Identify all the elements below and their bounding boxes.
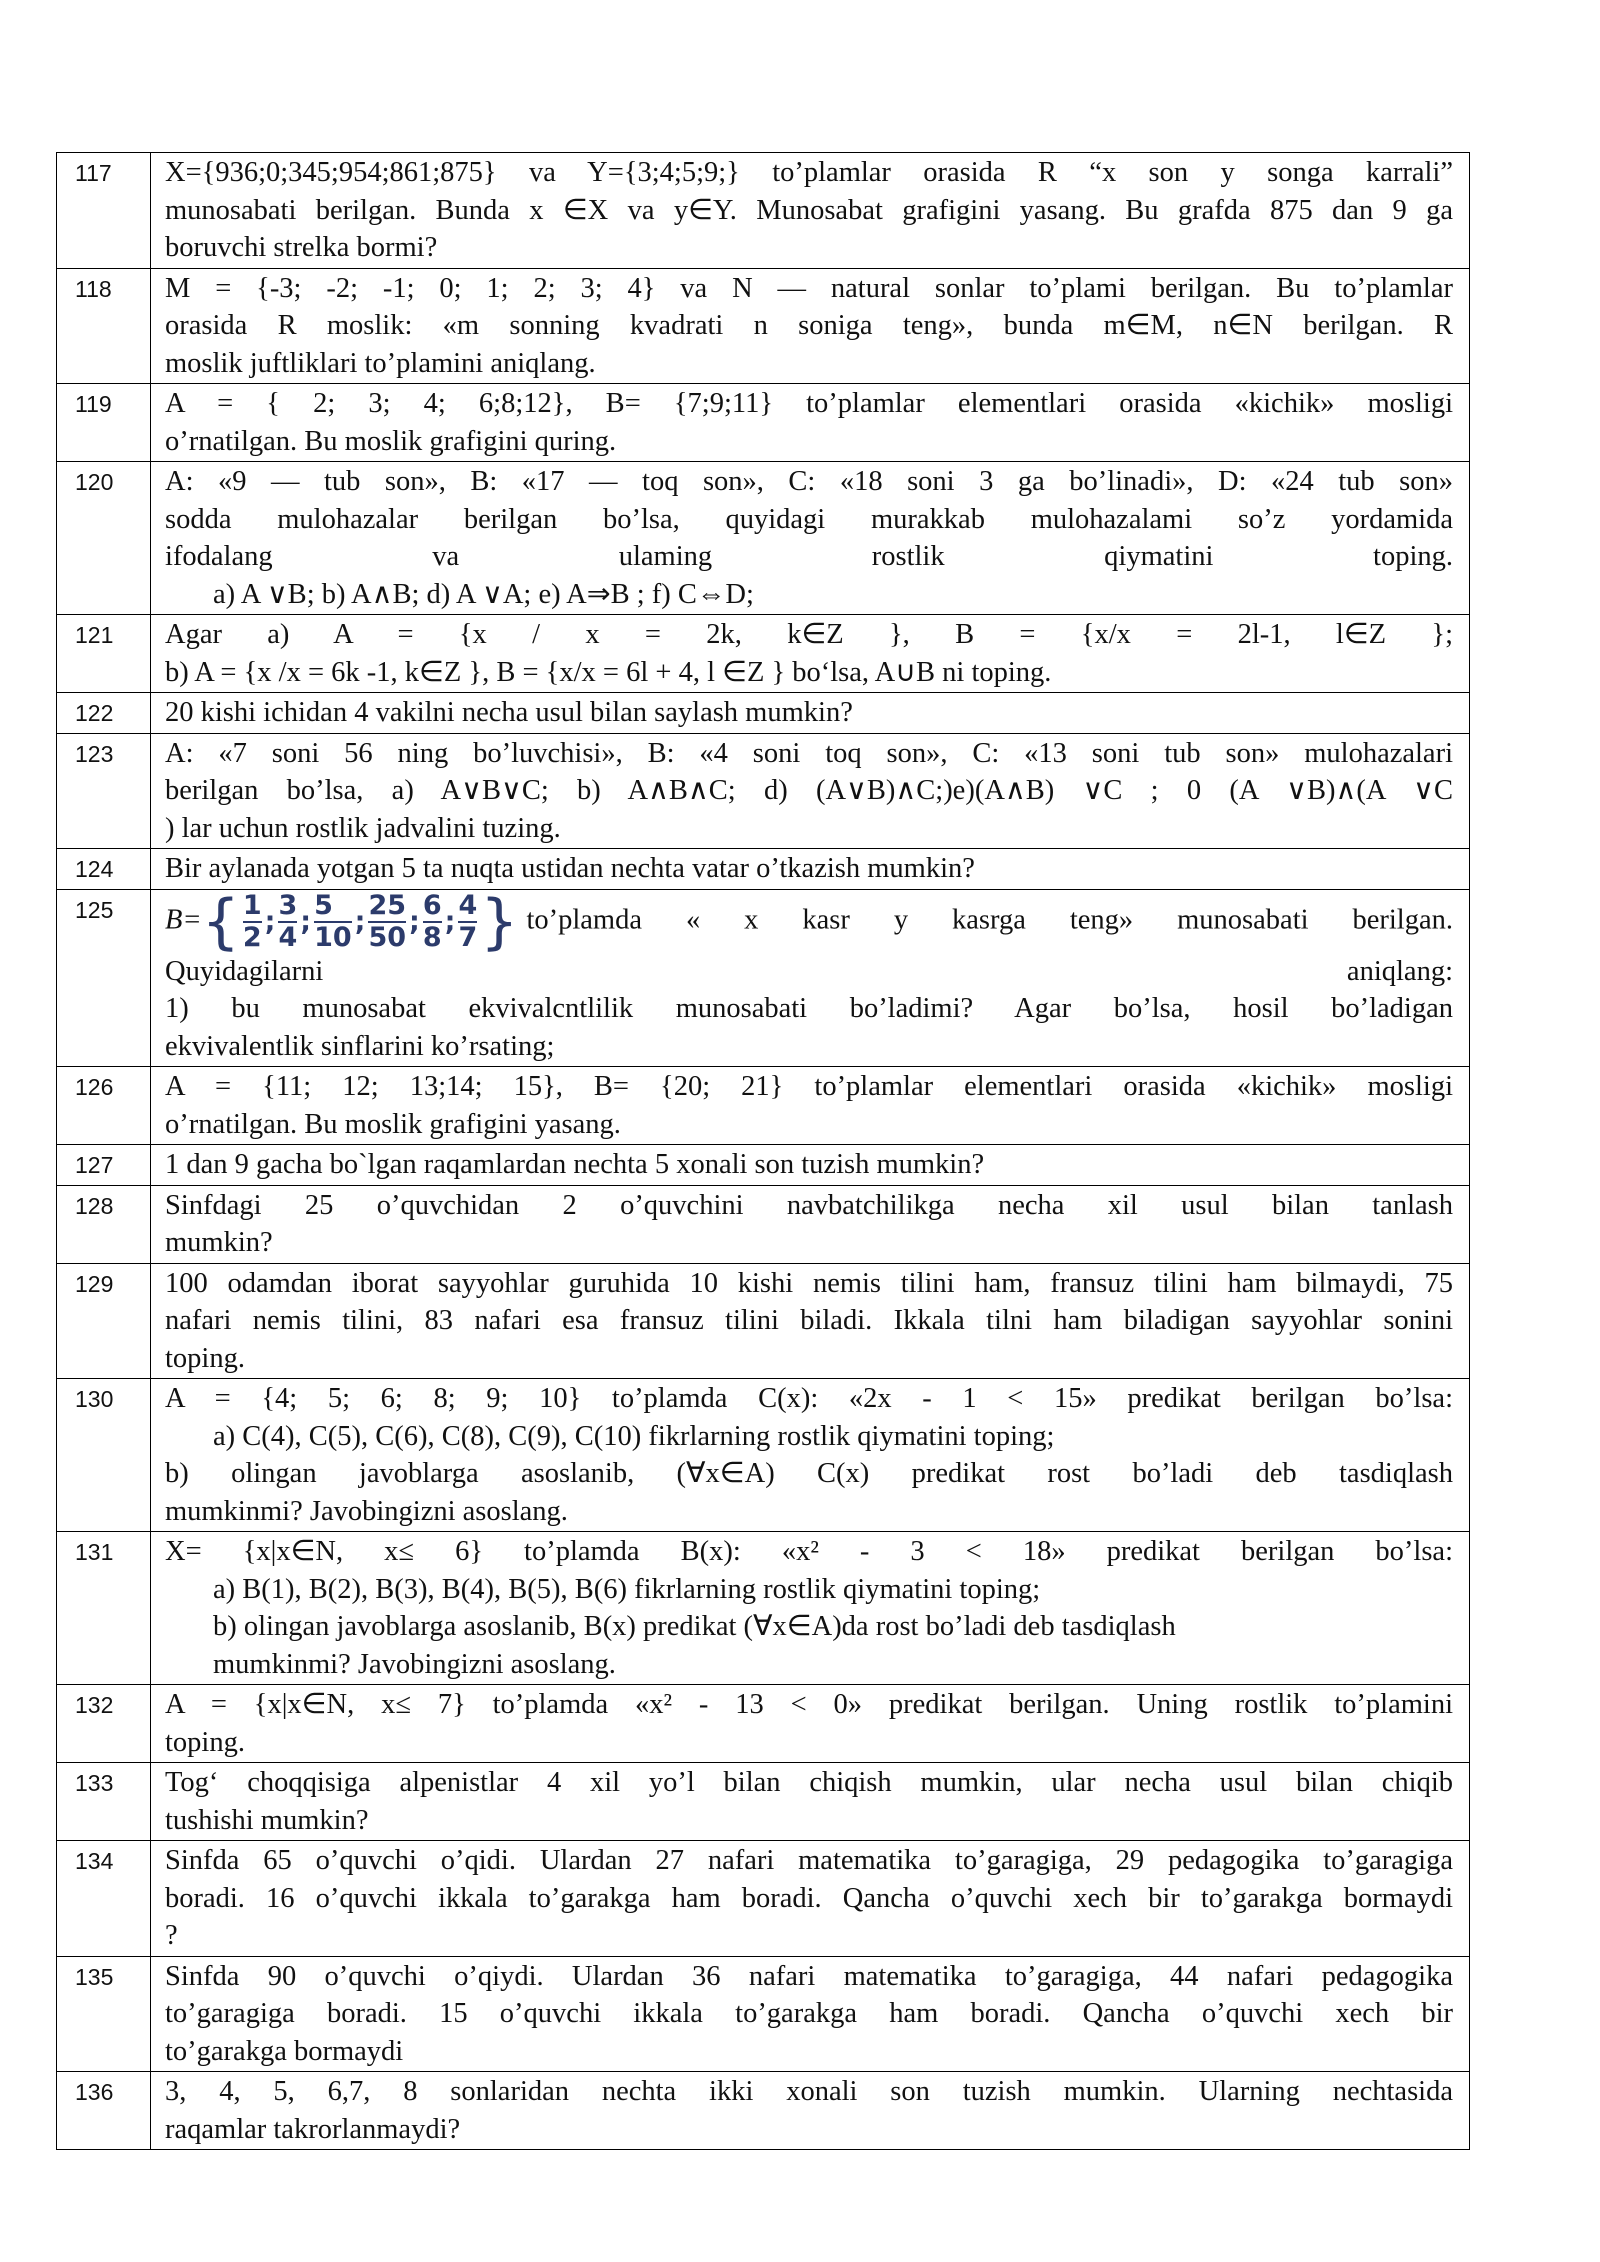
- problem-text: [151, 1956, 1470, 2072]
- problem-number: 121: [57, 615, 151, 693]
- problem-line: 3, 4, 5, 6,7, 8 sonlaridan nechta ikki xonali son tuzish mumkin. Ularning nechtasida: [165, 2076, 1453, 2107]
- problem-line: toping.: [165, 1342, 245, 1374]
- problem-row: [57, 1379, 1470, 1532]
- problem-line: boruvchi strelka bormi?: [165, 232, 438, 263]
- problem-number: 126: [57, 1067, 151, 1145]
- problem-line: 20 kishi ichidan 4 vakilni necha usul bilan saylash mumkin?: [165, 697, 853, 728]
- problem-line: A = { 2; 3; 4; 6;8;12}, B= {7;9;11} to’plamlar elementlari orasida «kichik» mosligi: [165, 388, 1453, 419]
- problem-line: ) lar uchun rostlik jadvalini tuzing.: [165, 812, 561, 844]
- fraction: [423, 891, 442, 953]
- problem-line: A = {x|x∈N, x≤ 7} to’plamda «x² - 13 < 0» predikat berilgan. Uning rostlik to’plamini: [165, 1689, 1453, 1720]
- numerator: 25: [368, 889, 407, 921]
- problems-table: [56, 152, 1470, 2150]
- problem-number: 136: [57, 2072, 151, 2150]
- problem-text: [151, 462, 1470, 615]
- problem-line: [165, 886, 1453, 957]
- problem-text: [151, 2072, 1470, 2150]
- problem-text: [151, 1185, 1470, 1263]
- problem-row: [57, 1185, 1470, 1263]
- problem-row: [57, 615, 1470, 693]
- problem-number: 124: [57, 849, 151, 890]
- problem-row: [57, 462, 1470, 615]
- problem-row: [57, 268, 1470, 384]
- problem-number: 131: [57, 1532, 151, 1685]
- fraction: [278, 891, 297, 953]
- fraction: [458, 891, 477, 953]
- brace-open: {: [201, 886, 240, 957]
- problem-row: [57, 889, 1470, 1067]
- fraction: [243, 891, 262, 953]
- problem-text: [151, 733, 1470, 849]
- problem-line: A: «7 soni 56 ning bo’luvchisi», B: «4 soni toq son», C: «13 soni tub son» mulohazalari: [165, 737, 1453, 769]
- problem-number: 133: [57, 1763, 151, 1841]
- brace-close: }: [480, 886, 519, 957]
- problem-line: 100 odamdan iborat sayyohlar guruhida 10 kishi nemis tilini ham, fransuz tilini ham bilmaydi, 75: [165, 1267, 1453, 1299]
- problem-row: [57, 849, 1470, 890]
- numerator: 3: [278, 889, 298, 921]
- problem-number: 117: [57, 153, 151, 269]
- problem-line: mumkinmi? Javobingizni asoslang.: [213, 1648, 616, 1680]
- problem-number: 130: [57, 1379, 151, 1532]
- numerator: 6: [422, 889, 442, 921]
- problem-text: [151, 1263, 1470, 1379]
- problem-text: [151, 849, 1470, 890]
- fraction: [368, 891, 406, 953]
- problem-line: boradi. 16 o’quvchi ikkala to’garakga ham boradi. Qancha o’quvchi xech bir to’garakga bormaydi: [165, 1882, 1453, 1914]
- problem-text: [151, 615, 1470, 693]
- problem-line: a) B(1), B(2), B(3), B(4), B(5), B(6) fikrlarning rostlik qiymatini toping;: [213, 1573, 1041, 1605]
- problem-line: X={936;0;345;954;861;875} va Y={3;4;5;9;} to’plamlar orasida R “x son y songa karrali”: [165, 157, 1453, 188]
- problem-line: sodda mulohazalar berilgan bo’lsa, quyidagi murakkab mulohazalami so’z yordamida: [165, 503, 1453, 535]
- problem-row: [57, 2072, 1470, 2150]
- problem-line: a) A ∨B; b) A∧B; d) A ∨A; e) A⇒B ; f) C⇔D;: [213, 578, 754, 610]
- denominator: 8: [422, 921, 442, 953]
- denominator: 50: [368, 921, 407, 953]
- numerator: 5: [314, 889, 333, 921]
- problem-row: [57, 1685, 1470, 1763]
- problem-row: [57, 1145, 1470, 1186]
- problem-row: [57, 1532, 1470, 1685]
- problem-text: [151, 384, 1470, 462]
- problem-line: Quyidagilarni aniqlang:: [165, 955, 1453, 987]
- separator: ;: [264, 905, 276, 937]
- problem-row: [57, 153, 1470, 269]
- problem-row: [57, 1956, 1470, 2072]
- problem-line: moslik juftliklari to’plamini aniqlang.: [165, 347, 596, 379]
- set-label: B=: [165, 904, 202, 936]
- problem-line: 1) bu munosabat ekvivalcntlilik munosabati bo’ladimi? Agar bo’lsa, hosil bo’ladigan: [165, 993, 1453, 1024]
- problem-text: [151, 693, 1470, 734]
- problem-line: b) olingan javoblarga asoslanib, B(x) predikat (∀x∈A)da rost bo’ladi deb tasdiqlash: [213, 1611, 1176, 1642]
- problem-line: nafari nemis tilini, 83 nafari esa fransuz tilini biladi. Ikkala tilni ham biladigan sayyohlar sonini: [165, 1305, 1453, 1336]
- problem-text: [151, 1379, 1470, 1532]
- denominator: 4: [278, 921, 298, 953]
- problem-line: mumkinmi? Javobingizni asoslang.: [165, 1495, 568, 1527]
- problem-number: 119: [57, 384, 151, 462]
- problem-line: ekvivalentlik sinflarini ko’rsating;: [165, 1030, 555, 1062]
- problem-row: [57, 1841, 1470, 1957]
- problem-row: [57, 1263, 1470, 1379]
- problem-text: [151, 153, 1470, 269]
- separator: ;: [409, 905, 420, 937]
- problem-line-text: to’plamda « x kasr y kasrga teng» munosabati berilgan.: [526, 904, 1453, 936]
- problem-line: Tog‘ choqqisiga alpenistlar 4 xil yo’l bilan chiqish mumkin, ular necha usul bilan chiqib: [165, 1767, 1453, 1798]
- fraction-set: [201, 886, 519, 957]
- problem-number: 123: [57, 733, 151, 849]
- problem-line: to’garakga bormaydi: [165, 2035, 404, 2067]
- problem-row: [57, 733, 1470, 849]
- separator: ;: [444, 905, 456, 937]
- problem-text: [151, 268, 1470, 384]
- problem-line: ifodalang va ulaming rostlik qiymatini toping.: [165, 541, 1453, 572]
- problem-text: [151, 1685, 1470, 1763]
- problem-text: [151, 1763, 1470, 1841]
- problem-row: [57, 384, 1470, 462]
- problem-line: tushishi mumkin?: [165, 1804, 369, 1836]
- problem-line: toping.: [165, 1726, 245, 1758]
- denominator: 7: [458, 921, 478, 953]
- numerator: 4: [458, 889, 478, 921]
- problem-line: A = {4; 5; 6; 8; 9; 10} to’plamda C(x): «2x - 1 < 15» predikat berilgan bo’lsa:: [165, 1383, 1453, 1414]
- problem-line: M = {-3; -2; -1; 0; 1; 2; 3; 4} va N — natural sonlar to’plami berilgan. Bu to’plamlar: [165, 272, 1453, 304]
- problem-row: [57, 1067, 1470, 1145]
- problem-number: 132: [57, 1685, 151, 1763]
- problem-number: 122: [57, 693, 151, 734]
- problem-line: berilgan bo’lsa, a) A∨B∨C; b) A∧B∧C; d) (A∨B)∧C;)e)(A∧B) ∨C ; 0 (A ∨B)∧(A ∨C: [165, 775, 1453, 806]
- problem-text: [151, 1145, 1470, 1186]
- problem-line: orasida R moslik: «m sonning kvadrati n soniga teng», bunda m∈M, n∈N berilgan. R: [165, 310, 1453, 341]
- problem-line: Sinfda 65 o’quvchi o’qidi. Ulardan 27 nafari matematika to’garagiga, 29 pedagogika to’garagiga: [165, 1845, 1453, 1876]
- problem-line: X= {x|x∈N, x≤ 6} to’plamda B(x): «x² - 3 < 18» predikat berilgan bo’lsa:: [165, 1536, 1453, 1567]
- problem-row: [57, 693, 1470, 734]
- problem-number: 135: [57, 1956, 151, 2072]
- problem-line: a) C(4), C(5), C(6), C(8), C(9), C(10) fikrlarning rostlik qiymatini toping;: [213, 1420, 1055, 1452]
- problem-line: Agar a) A = {x / x = 2k, k∈Z }, B = {x/x = 2l-1, l∈Z };: [165, 619, 1453, 650]
- problem-number: 118: [57, 268, 151, 384]
- problem-line: b) A = {x /x = 6k -1, k∈Z }, B = {x/x = 6l + 4, l ∈Z } bo‘lsa, A∪B ni toping.: [165, 656, 1052, 688]
- problem-line: raqamlar takrorlanmaydi?: [165, 2113, 461, 2145]
- problem-line: munosabati berilgan. Bunda x ∈X va y∈Y. Munosabat grafigini yasang. Bu grafda 875 dan 9 ga: [165, 194, 1453, 226]
- problem-number: 129: [57, 1263, 151, 1379]
- problem-line: b) olingan javoblarga asoslanib, (∀x∈A) C(x) predikat rost bo’ladi deb tasdiqlash: [165, 1458, 1453, 1489]
- problem-number: 125: [57, 889, 151, 1067]
- problem-line: o’rnatilgan. Bu moslik grafigini quring.: [165, 425, 617, 457]
- fraction: [314, 891, 352, 953]
- problem-line: A: «9 — tub son», B: «17 — toq son», C: «18 soni 3 ga bo’linadi», D: «24 tub son»: [165, 466, 1453, 497]
- denominator: 10: [314, 921, 352, 953]
- problem-line: ?: [165, 1920, 178, 1951]
- problem-number: 128: [57, 1185, 151, 1263]
- problem-text: [151, 1532, 1470, 1685]
- problem-number: 120: [57, 462, 151, 615]
- problem-number: 134: [57, 1841, 151, 1957]
- separator: ;: [300, 905, 312, 937]
- problem-text: [151, 1067, 1470, 1145]
- problem-row: [57, 1763, 1470, 1841]
- problem-number: 127: [57, 1145, 151, 1186]
- problem-line: 1 dan 9 gacha bo`lgan raqamlardan nechta 5 xonali son tuzish mumkin?: [165, 1149, 985, 1180]
- problem-text: [151, 1841, 1470, 1957]
- separator: ;: [354, 905, 366, 937]
- denominator: 2: [242, 921, 262, 953]
- problem-line: mumkin?: [165, 1227, 273, 1258]
- problem-line: Sinfdagi 25 o’quvchidan 2 o’quvchini navbatchilikga necha xil usul bilan tanlash: [165, 1189, 1453, 1221]
- numerator: 1: [242, 889, 262, 921]
- problem-line: to’garagiga boradi. 15 o’quvchi ikkala to’garakga ham boradi. Qancha o’quvchi xech bir: [165, 1998, 1453, 2029]
- problem-line: o’rnatilgan. Bu moslik grafigini yasang.: [165, 1108, 621, 1140]
- problem-line: A = {11; 12; 13;14; 15}, B= {20; 21} to’plamlar elementlari orasida «kichik» mosligi: [165, 1071, 1453, 1102]
- problem-line: Bir aylanada yotgan 5 ta nuqta ustidan nechta vatar o’tkazish mumkin?: [165, 853, 975, 884]
- problem-text: [151, 886, 1470, 1067]
- problem-line: Sinfda 90 o’quvchi o’qiydi. Ulardan 36 nafari matematika to’garagiga, 44 nafari pedagogika: [165, 1960, 1453, 1992]
